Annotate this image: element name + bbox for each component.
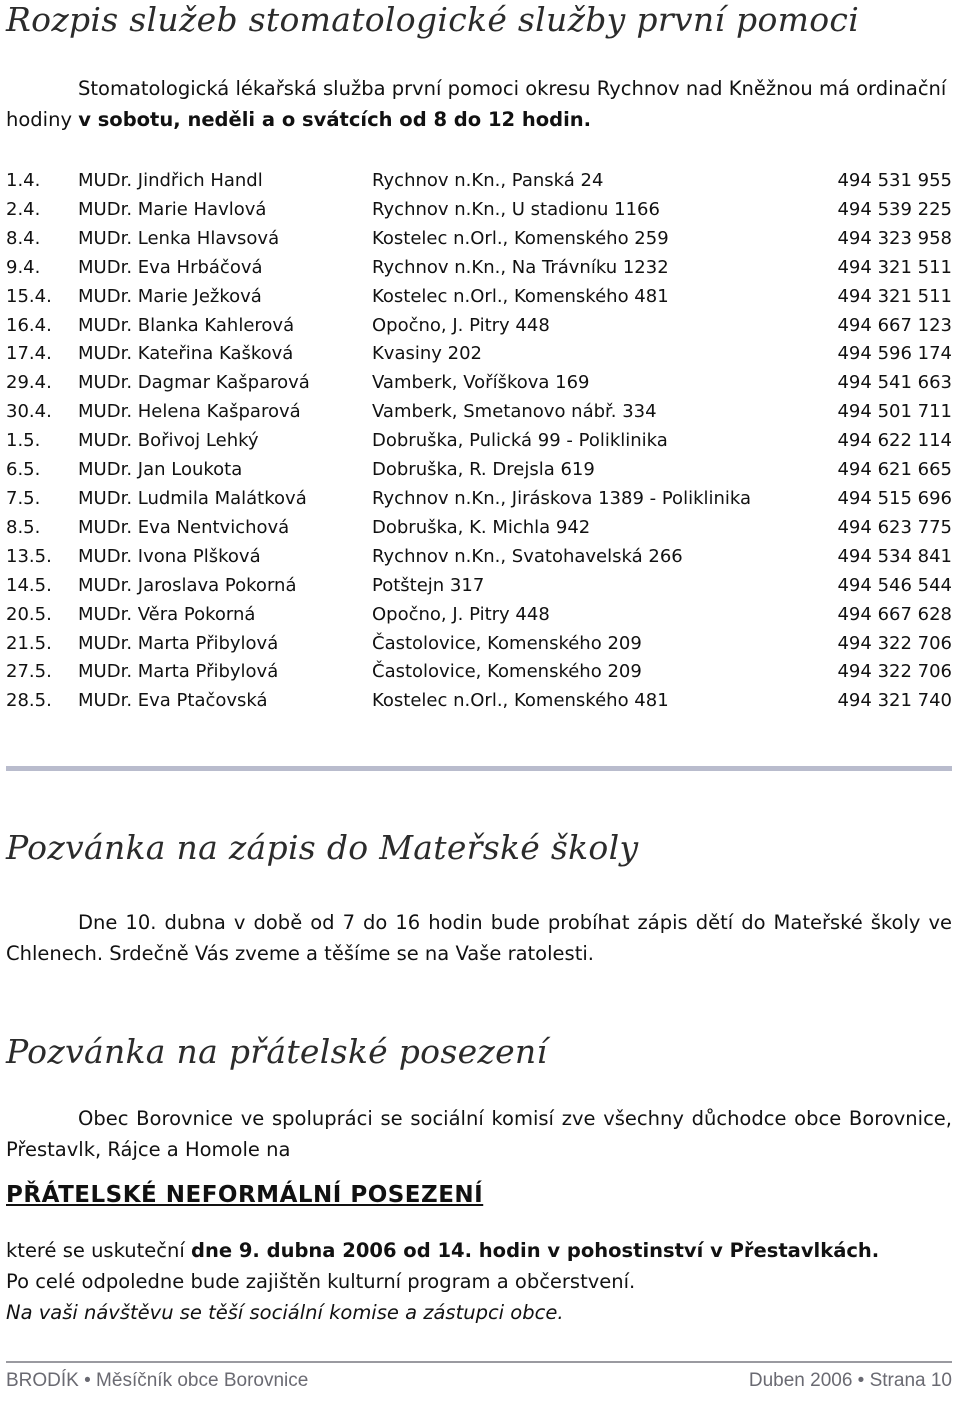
schedule-doctor: MUDr. Blanka Kahlerová <box>78 314 295 336</box>
schedule-phone: 494 534 841 <box>837 545 952 567</box>
schedule-doctor: MUDr. Ludmila Malátková <box>78 487 307 509</box>
schedule-date: 1.5. <box>6 430 41 452</box>
schedule-doctor: MUDr. Jan Loukota <box>78 459 243 481</box>
dental-service-intro <box>6 73 952 135</box>
footer-page-info: Duben 2006 • Strana 10 <box>748 1370 952 1391</box>
schedule-address: Dobruška, R. Drejsla 619 <box>372 459 595 481</box>
table-row <box>6 340 952 369</box>
section-heading-friendly-meeting: Pozvánka na přátelské posezení <box>6 1032 548 1071</box>
schedule-date: 8.4. <box>6 227 41 249</box>
schedule-doctor: MUDr. Jaroslava Pokorná <box>78 574 297 596</box>
table-row <box>6 630 952 659</box>
event-date-bold: dne 9. dubna 2006 od 14. hodin v pohostinství v Přestavlkách. <box>191 1239 880 1262</box>
schedule-address: Opočno, J. Pitry 448 <box>372 603 550 625</box>
schedule-address: Rychnov n.Kn., Panská 24 <box>372 170 604 191</box>
schedule-phone: 494 621 665 <box>837 459 952 481</box>
schedule-date: 7.5. <box>6 487 41 509</box>
table-row <box>6 283 952 312</box>
table-row <box>6 225 952 254</box>
schedule-date: 28.5. <box>6 690 52 712</box>
schedule-date: 17.4. <box>6 343 52 365</box>
table-row <box>6 687 952 716</box>
schedule-doctor: MUDr. Eva Nentvichová <box>78 516 290 538</box>
schedule-address: Častolovice, Komenského 209 <box>372 632 642 654</box>
schedule-doctor: MUDr. Marie Ježková <box>78 285 262 307</box>
section-heading-dental-service: Rozpis služeb stomatologické služby první pomoci <box>6 0 860 39</box>
schedule-date: 2.4. <box>6 198 41 220</box>
schedule-date: 20.5. <box>6 603 52 625</box>
schedule-date: 29.4. <box>6 372 52 394</box>
schedule-date: 14.5. <box>6 574 52 596</box>
schedule-address: Rychnov n.Kn., Svatohavelská 266 <box>372 545 683 567</box>
schedule-phone: 494 501 711 <box>837 401 952 423</box>
schedule-date: 15.4. <box>6 285 52 307</box>
schedule-address: Opočno, J. Pitry 448 <box>372 314 550 336</box>
footer-publication: BRODÍK • Měsíčník obce Borovnice <box>6 1370 309 1391</box>
schedule-address: Vamberk, Voříškova 169 <box>372 372 590 394</box>
table-row <box>6 601 952 630</box>
schedule-doctor: MUDr. Dagmar Kašparová <box>78 372 310 394</box>
schedule-address: Kostelec n.Orl., Komenského 259 <box>372 227 669 249</box>
schedule-address: Rychnov n.Kn., U stadionu 1166 <box>372 198 660 220</box>
schedule-doctor: MUDr. Helena Kašparová <box>78 401 301 423</box>
schedule-phone: 494 322 706 <box>837 632 952 654</box>
table-row <box>6 254 952 283</box>
table-row <box>6 369 952 398</box>
schedule-doctor: MUDr. Jindřich Handl <box>78 170 263 191</box>
section-divider <box>6 766 952 771</box>
schedule-doctor: MUDr. Věra Pokorná <box>78 603 256 625</box>
schedule-phone: 494 321 511 <box>837 285 952 307</box>
schedule-phone: 494 323 958 <box>837 227 952 249</box>
schedule-phone: 494 623 775 <box>837 516 952 538</box>
section-heading-kindergarten: Pozvánka na zápis do Mateřské školy <box>6 828 639 867</box>
schedule-doctor: MUDr. Kateřina Kašková <box>78 343 294 365</box>
schedule-doctor: MUDr. Eva Ptačovská <box>78 690 268 712</box>
schedule-doctor: MUDr. Bořivoj Lehký <box>78 430 259 452</box>
table-row <box>6 514 952 543</box>
schedule-phone: 494 515 696 <box>837 487 952 509</box>
schedule-phone: 494 321 740 <box>837 690 952 712</box>
schedule-phone: 494 531 955 <box>837 170 952 191</box>
event-title: PŘÁTELSKÉ NEFORMÁLNÍ POSEZENÍ <box>6 1182 484 1208</box>
schedule-body <box>6 167 952 716</box>
schedule-date: 6.5. <box>6 459 41 481</box>
table-row <box>6 543 952 572</box>
schedule-date: 16.4. <box>6 314 52 336</box>
table-row <box>6 485 952 514</box>
event-date-line <box>6 1235 952 1266</box>
schedule-doctor: MUDr. Marie Havlová <box>78 198 267 220</box>
table-row <box>6 456 952 485</box>
schedule-address: Potštejn 317 <box>372 574 485 596</box>
schedule-phone: 494 541 663 <box>837 372 952 394</box>
schedule-doctor: MUDr. Lenka Hlavsová <box>78 227 280 249</box>
event-program-line: Po celé odpoledne bude zajištěn kulturní program a občerstvení. <box>6 1270 636 1293</box>
schedule-address: Rychnov n.Kn., Na Trávníku 1232 <box>372 256 669 278</box>
schedule-date: 9.4. <box>6 256 41 278</box>
table-row <box>6 196 952 225</box>
schedule-address: Dobruška, K. Michla 942 <box>372 516 591 538</box>
schedule-doctor: MUDr. Ivona Plšková <box>78 545 261 567</box>
schedule-doctor: MUDr. Eva Hrbáčová <box>78 256 263 278</box>
schedule-date: 21.5. <box>6 632 52 654</box>
schedule-doctor: MUDr. Marta Přibylová <box>78 661 279 683</box>
table-row <box>6 398 952 427</box>
schedule-doctor: MUDr. Marta Přibylová <box>78 632 279 654</box>
schedule-phone: 494 596 174 <box>837 343 952 365</box>
schedule-phone: 494 667 628 <box>837 603 952 625</box>
table-row <box>6 427 952 456</box>
friendly-meeting-text: Obec Borovnice ve spolupráci se sociální komisí zve všechny důchodce obce Borovnice, Přestavlk, Rájce a Homole na <box>6 1107 952 1161</box>
event-date-text: které se uskuteční <box>6 1239 185 1262</box>
schedule-address: Kvasiny 202 <box>372 343 483 365</box>
dental-schedule-table <box>6 167 952 716</box>
schedule-phone: 494 321 511 <box>837 256 952 278</box>
schedule-address: Kostelec n.Orl., Komenského 481 <box>372 285 669 307</box>
table-row <box>6 312 952 341</box>
schedule-address: Častolovice, Komenského 209 <box>372 661 642 683</box>
intro-text: Stomatologická lékařská služba první pomoci okresu Rychnov nad Kněžnou má ordinační hodiny <box>6 77 947 131</box>
schedule-address: Vamberk, Smetanovo nábř. 334 <box>372 401 657 423</box>
schedule-date: 13.5. <box>6 545 52 567</box>
schedule-phone: 494 322 706 <box>837 661 952 683</box>
schedule-date: 27.5. <box>6 661 52 683</box>
kindergarten-text: Dne 10. dubna v době od 7 do 16 hodin bude probíhat zápis dětí do Mateřské školy ve Chlenech. Srdečně Vás zveme a těšíme se na Vaše ratolesti. <box>6 911 952 965</box>
intro-hours: v sobotu, neděli a o svátcích od 8 do 12 hodin. <box>78 108 592 131</box>
schedule-date: 8.5. <box>6 516 41 538</box>
schedule-address: Kostelec n.Orl., Komenského 481 <box>372 690 669 712</box>
schedule-address: Dobruška, Pulická 99 - Poliklinika <box>372 430 668 452</box>
schedule-phone: 494 546 544 <box>837 574 952 596</box>
schedule-date: 1.4. <box>6 170 41 191</box>
schedule-phone: 494 667 123 <box>837 314 952 336</box>
footer-divider <box>6 1361 952 1363</box>
schedule-phone: 494 539 225 <box>837 198 952 220</box>
table-row <box>6 658 952 687</box>
table-row <box>6 167 952 196</box>
schedule-address: Rychnov n.Kn., Jiráskova 1389 - Poliklinika <box>372 487 752 509</box>
schedule-phone: 494 622 114 <box>837 430 952 452</box>
event-invite-line: Na vaši návštěvu se těší sociální komise a zástupci obce. <box>6 1301 564 1324</box>
table-row <box>6 572 952 601</box>
schedule-date: 30.4. <box>6 401 52 423</box>
